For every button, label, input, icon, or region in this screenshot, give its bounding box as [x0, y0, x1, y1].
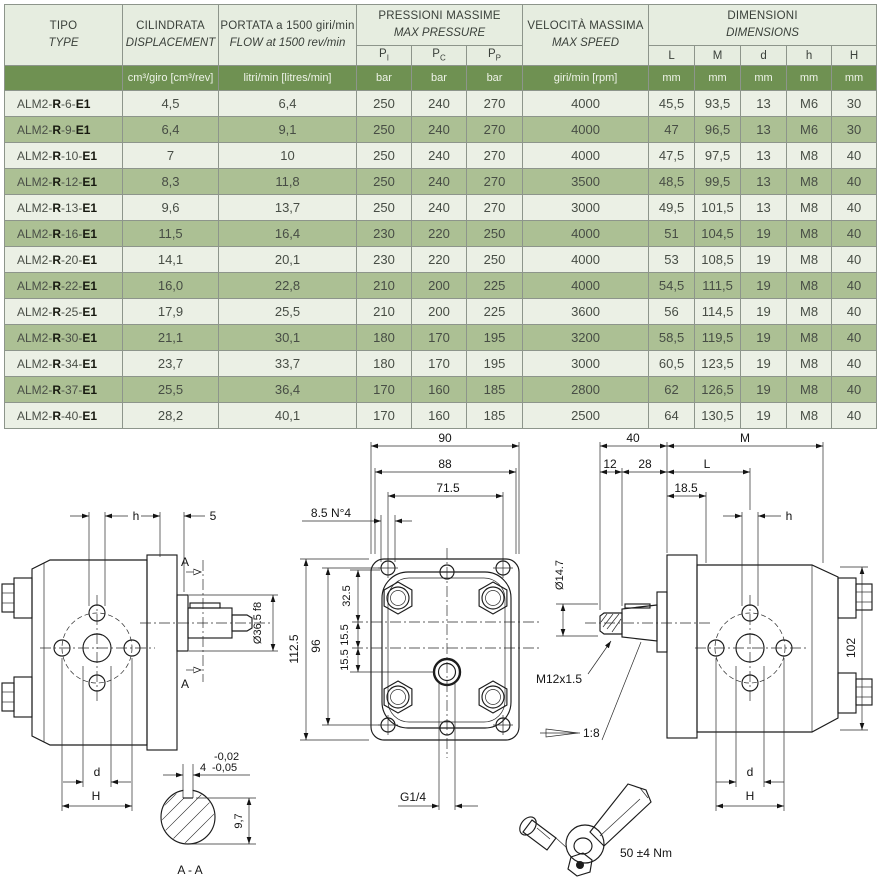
rear-bolt-top-icon: [2, 584, 14, 612]
cell-flow: 40,1: [219, 403, 357, 429]
header-displacement-it: CILINDRATA: [136, 20, 205, 33]
cell-type: ALM2-R-10-E1: [5, 143, 123, 169]
cell-dim-d: 19: [741, 299, 787, 325]
cell-p-continuous: 240: [412, 91, 467, 117]
dim-label-32-5: 32.5: [341, 585, 353, 607]
cell-max-speed: 4000: [523, 247, 649, 273]
cell-type: ALM2-R-6-E1: [5, 91, 123, 117]
tolerance-lower-label: -0,05: [212, 762, 238, 774]
cell-flow: 16,4: [219, 221, 357, 247]
cell-dim-L: 60,5: [649, 351, 695, 377]
cell-dim-H: 40: [832, 143, 877, 169]
cell-displacement: 9,6: [123, 195, 219, 221]
technical-drawings: [0, 420, 880, 880]
dim-label-h-left: h: [132, 509, 140, 523]
section-label-a-bottom: A: [180, 677, 190, 691]
torque-note-label: 50 ±4 Nm: [620, 846, 672, 860]
rear-bolt-top-right-icon: [856, 584, 872, 610]
spec-row: [5, 247, 877, 273]
cell-dim-h: M8: [787, 403, 832, 429]
cell-dim-L: 53: [649, 247, 695, 273]
cell-type: ALM2-R-20-E1: [5, 247, 123, 273]
cell-flow: 33,7: [219, 351, 357, 377]
cell-p-intermittent: 250: [357, 143, 412, 169]
col-header-type: [5, 5, 123, 66]
key-width-label: 4: [200, 762, 207, 774]
cell-p-continuous: 220: [412, 221, 467, 247]
cell-p-peak: 195: [467, 325, 523, 351]
cell-dim-L: 51: [649, 221, 695, 247]
unit-dim-h: mm: [787, 66, 832, 91]
spec-row: [5, 351, 877, 377]
cell-dim-M: 99,5: [695, 169, 741, 195]
unit-p-continuous: bar: [412, 66, 467, 91]
cell-p-continuous: 160: [412, 403, 467, 429]
cell-p-continuous: 200: [412, 299, 467, 325]
cell-max-speed: 2500: [523, 403, 649, 429]
dim-label-90: 90: [438, 431, 452, 445]
col-header-pressure: [357, 5, 523, 46]
cell-p-continuous: 240: [412, 169, 467, 195]
cell-dim-d: 13: [741, 117, 787, 143]
thread-note-label: M12x1.5: [536, 672, 583, 686]
cell-dim-M: 93,5: [695, 91, 741, 117]
unit-type-empty: [5, 66, 123, 91]
dim-label-96: 96: [309, 639, 323, 653]
cell-dim-h: M8: [787, 325, 832, 351]
cell-dim-d: 19: [741, 351, 787, 377]
subheader-dim-H: H: [832, 46, 877, 66]
cell-dim-H: 40: [832, 221, 877, 247]
unit-flow: litri/min [litres/min]: [219, 66, 357, 91]
rear-bolt-bottom-right-icon: [856, 679, 872, 705]
cell-flow: 25,5: [219, 299, 357, 325]
cell-dim-M: 114,5: [695, 299, 741, 325]
cell-dim-M: 126,5: [695, 377, 741, 403]
cell-dim-h: M8: [787, 273, 832, 299]
cell-dim-H: 30: [832, 91, 877, 117]
cell-dim-H: 40: [832, 299, 877, 325]
cell-p-peak: 195: [467, 351, 523, 377]
cell-p-intermittent: 210: [357, 299, 412, 325]
col-header-speed: [523, 5, 649, 66]
unit-dim-L: mm: [649, 66, 695, 91]
header-flow-it: PORTATA a 1500 giri/min: [220, 20, 355, 33]
port-note-label: G1/4: [399, 790, 427, 804]
cell-dim-d: 13: [741, 195, 787, 221]
cell-dim-h: M8: [787, 143, 832, 169]
dim-label-40: 40: [626, 431, 640, 445]
cell-type: ALM2-R-9-E1: [5, 117, 123, 143]
dim-label-H-left: H: [91, 789, 101, 803]
col-header-displacement: [123, 5, 219, 66]
header-pressure-en: MAX PRESSURE: [393, 27, 486, 39]
col-header-flow: [219, 5, 357, 66]
spec-row: [5, 169, 877, 195]
cell-p-continuous: 240: [412, 143, 467, 169]
cell-p-intermittent: 250: [357, 169, 412, 195]
cell-flow: 13,7: [219, 195, 357, 221]
cell-displacement: 23,7: [123, 351, 219, 377]
cell-p-intermittent: 230: [357, 221, 412, 247]
cell-type: ALM2-R-22-E1: [5, 273, 123, 299]
spec-row: [5, 143, 877, 169]
key-depth-label: 9,7: [233, 813, 245, 829]
cell-max-speed: 3600: [523, 299, 649, 325]
cell-dim-M: 119,5: [695, 325, 741, 351]
cell-p-peak: 270: [467, 195, 523, 221]
header-dimensions-en: DIMENSIONS: [726, 27, 799, 39]
dim-label-L: L: [703, 457, 711, 471]
cell-dim-H: 30: [832, 117, 877, 143]
cell-displacement: 28,2: [123, 403, 219, 429]
cell-dim-h: M6: [787, 117, 832, 143]
cell-dim-L: 47: [649, 117, 695, 143]
cell-dim-H: 40: [832, 273, 877, 299]
cell-dim-d: 19: [741, 377, 787, 403]
cell-max-speed: 4000: [523, 117, 649, 143]
header-displacement-en: DISPLACEMENT: [125, 37, 216, 49]
cell-displacement: 17,9: [123, 299, 219, 325]
dim-label-15-5a: 15.5: [339, 624, 351, 646]
header-type-en: TYPE: [48, 37, 79, 49]
cell-dim-M: 108,5: [695, 247, 741, 273]
section-aa-detail-drawing: [150, 751, 256, 877]
cell-p-peak: 270: [467, 117, 523, 143]
unit-dim-d: mm: [741, 66, 787, 91]
cell-p-peak: 185: [467, 403, 523, 429]
cell-p-intermittent: 180: [357, 351, 412, 377]
cell-type: ALM2-R-25-E1: [5, 299, 123, 325]
cell-dim-L: 58,5: [649, 325, 695, 351]
cell-dim-h: M8: [787, 195, 832, 221]
dim-label-28: 28: [638, 457, 652, 471]
cell-dim-M: 111,5: [695, 273, 741, 299]
dim-label-d-right: d: [746, 765, 754, 779]
cell-dim-H: 40: [832, 351, 877, 377]
dim-label-shaft-pilot-diameter: Ø36.5 f8: [252, 601, 264, 645]
cell-dim-H: 40: [832, 403, 877, 429]
cell-dim-H: 40: [832, 377, 877, 403]
cell-dim-h: M8: [787, 377, 832, 403]
cell-max-speed: 4000: [523, 221, 649, 247]
subheader-dim-M: M: [695, 46, 741, 66]
cell-dim-M: 96,5: [695, 117, 741, 143]
cell-max-speed: 3200: [523, 325, 649, 351]
cell-dim-H: 40: [832, 169, 877, 195]
cell-p-continuous: 160: [412, 377, 467, 403]
cell-p-peak: 270: [467, 143, 523, 169]
dim-label-M: M: [740, 431, 750, 445]
cell-dim-d: 19: [741, 403, 787, 429]
table-body: [5, 91, 877, 429]
spec-row: [5, 325, 877, 351]
dim-label-71-5: 71.5: [436, 481, 460, 495]
subheader-dim-h: h: [787, 46, 832, 66]
cell-max-speed: 3000: [523, 195, 649, 221]
unit-p-peak: bar: [467, 66, 523, 91]
subheader-dim-L: L: [649, 46, 695, 66]
cell-flow: 20,1: [219, 247, 357, 273]
dim-label-shaft-end-diameter: Ø14.7: [554, 560, 566, 590]
rear-bolt-bottom-icon: [2, 683, 14, 711]
col-header-dimensions: [649, 5, 877, 46]
unit-p-intermittent: bar: [357, 66, 412, 91]
header-speed-en: MAX SPEED: [551, 37, 620, 49]
taper-note-label: 1:8: [583, 726, 600, 740]
cell-dim-d: 13: [741, 143, 787, 169]
housing-nuts: [384, 582, 507, 713]
torque-wrench-drawing: [516, 784, 672, 876]
cell-type: ALM2-R-12-E1: [5, 169, 123, 195]
cell-type: ALM2-R-37-E1: [5, 377, 123, 403]
cell-dim-H: 40: [832, 325, 877, 351]
dim-label-d-left: d: [93, 765, 101, 779]
cell-max-speed: 4000: [523, 143, 649, 169]
cell-dim-d: 13: [741, 91, 787, 117]
cell-p-intermittent: 170: [357, 403, 412, 429]
cell-p-intermittent: 250: [357, 195, 412, 221]
table-header-row: [5, 5, 877, 46]
cell-dim-d: 19: [741, 325, 787, 351]
section-label-a-top: A: [180, 555, 190, 569]
cell-displacement: 21,1: [123, 325, 219, 351]
cell-type: ALM2-R-16-E1: [5, 221, 123, 247]
cell-p-continuous: 240: [412, 195, 467, 221]
cell-p-continuous: 170: [412, 325, 467, 351]
cell-flow: 22,8: [219, 273, 357, 299]
cell-dim-M: 104,5: [695, 221, 741, 247]
cell-type: ALM2-R-30-E1: [5, 325, 123, 351]
cell-displacement: 11,5: [123, 221, 219, 247]
cell-p-peak: 250: [467, 247, 523, 273]
cell-displacement: 4,5: [123, 91, 219, 117]
cell-p-continuous: 220: [412, 247, 467, 273]
cell-p-peak: 225: [467, 299, 523, 325]
header-type-it: TIPO: [49, 20, 78, 33]
cell-dim-h: M8: [787, 351, 832, 377]
spec-row: [5, 377, 877, 403]
cell-dim-L: 64: [649, 403, 695, 429]
cell-dim-M: 97,5: [695, 143, 741, 169]
cell-max-speed: 3500: [523, 169, 649, 195]
subheader-p-peak: $P_P$: [467, 46, 523, 66]
header-dimensions-it: DIMENSIONI: [727, 10, 798, 23]
cell-displacement: 7: [123, 143, 219, 169]
cell-dim-h: M8: [787, 221, 832, 247]
dim-label-88: 88: [438, 457, 452, 471]
tolerance-upper-label: -0,02: [214, 751, 240, 763]
dim-label-5: 5: [209, 509, 217, 523]
subheader-dim-d: d: [741, 46, 787, 66]
cell-type: ALM2-R-34-E1: [5, 351, 123, 377]
dim-label-18-5: 18.5: [674, 481, 698, 495]
dim-label-h-right: h: [785, 509, 793, 523]
cell-dim-d: 19: [741, 221, 787, 247]
cell-displacement: 14,1: [123, 247, 219, 273]
right-side-view-drawing: [536, 431, 872, 811]
cell-dim-L: 48,5: [649, 169, 695, 195]
cell-displacement: 16,0: [123, 273, 219, 299]
spec-row: [5, 195, 877, 221]
cell-dim-h: M8: [787, 247, 832, 273]
front-view-drawing: [287, 431, 540, 810]
dim-label-102: 102: [844, 637, 858, 659]
cell-p-peak: 185: [467, 377, 523, 403]
spec-row: [5, 91, 877, 117]
spec-row: [5, 273, 877, 299]
cell-max-speed: 3000: [523, 351, 649, 377]
unit-displacement: cm³/giro [cm³/rev]: [123, 66, 219, 91]
subheader-p-continuous: $P_C$: [412, 46, 467, 66]
pump-spec-table: [4, 4, 877, 429]
cell-flow: 9,1: [219, 117, 357, 143]
cell-max-speed: 2800: [523, 377, 649, 403]
cell-dim-d: 13: [741, 169, 787, 195]
cell-p-intermittent: 170: [357, 377, 412, 403]
subheader-p-intermittent: $P_I$: [357, 46, 412, 66]
spec-row: [5, 221, 877, 247]
header-pressure-it: PRESSIONI MASSIME: [378, 10, 501, 23]
cell-flow: 10: [219, 143, 357, 169]
cell-p-peak: 225: [467, 273, 523, 299]
cell-p-intermittent: 250: [357, 117, 412, 143]
cell-p-continuous: 200: [412, 273, 467, 299]
spec-row: [5, 299, 877, 325]
header-speed-it: VELOCITÀ MASSIMA: [527, 20, 644, 33]
cell-dim-M: 123,5: [695, 351, 741, 377]
cell-dim-L: 49,5: [649, 195, 695, 221]
cell-dim-H: 40: [832, 247, 877, 273]
cell-p-continuous: 170: [412, 351, 467, 377]
dim-label-12: 12: [603, 457, 617, 471]
cell-max-speed: 4000: [523, 273, 649, 299]
dim-label-15-5b: 15.5: [339, 649, 351, 671]
cell-flow: 11,8: [219, 169, 357, 195]
cell-p-intermittent: 230: [357, 247, 412, 273]
table-units-row: [5, 66, 877, 91]
cell-p-intermittent: 210: [357, 273, 412, 299]
cell-dim-M: 130,5: [695, 403, 741, 429]
cell-p-intermittent: 250: [357, 91, 412, 117]
unit-dim-H: mm: [832, 66, 877, 91]
cell-p-peak: 270: [467, 91, 523, 117]
cell-displacement: 25,5: [123, 377, 219, 403]
cell-dim-L: 45,5: [649, 91, 695, 117]
cell-p-intermittent: 180: [357, 325, 412, 351]
cell-dim-L: 54,5: [649, 273, 695, 299]
cell-flow: 36,4: [219, 377, 357, 403]
cell-dim-H: 40: [832, 195, 877, 221]
cell-dim-d: 19: [741, 247, 787, 273]
cell-dim-h: M6: [787, 91, 832, 117]
section-aa-title: A - A: [177, 863, 203, 877]
cell-displacement: 8,3: [123, 169, 219, 195]
header-flow-en: FLOW at 1500 rev/min: [229, 37, 346, 49]
cell-max-speed: 4000: [523, 91, 649, 117]
dim-label-112-5: 112.5: [287, 634, 301, 664]
cell-dim-M: 101,5: [695, 195, 741, 221]
cell-displacement: 6,4: [123, 117, 219, 143]
unit-speed: giri/min [rpm]: [523, 66, 649, 91]
cell-dim-h: M8: [787, 169, 832, 195]
holes-note-label: 8.5 N°4: [310, 506, 352, 520]
dim-label-H-right: H: [745, 789, 755, 803]
unit-dim-M: mm: [695, 66, 741, 91]
cell-dim-L: 62: [649, 377, 695, 403]
cell-dim-h: M8: [787, 299, 832, 325]
cell-p-peak: 250: [467, 221, 523, 247]
cell-type: ALM2-R-13-E1: [5, 195, 123, 221]
cell-flow: 6,4: [219, 91, 357, 117]
cell-p-peak: 270: [467, 169, 523, 195]
cell-type: ALM2-R-40-E1: [5, 403, 123, 429]
cell-dim-L: 47,5: [649, 143, 695, 169]
cell-dim-L: 56: [649, 299, 695, 325]
cell-flow: 30,1: [219, 325, 357, 351]
spec-row: [5, 117, 877, 143]
cell-dim-d: 19: [741, 273, 787, 299]
cell-p-continuous: 240: [412, 117, 467, 143]
